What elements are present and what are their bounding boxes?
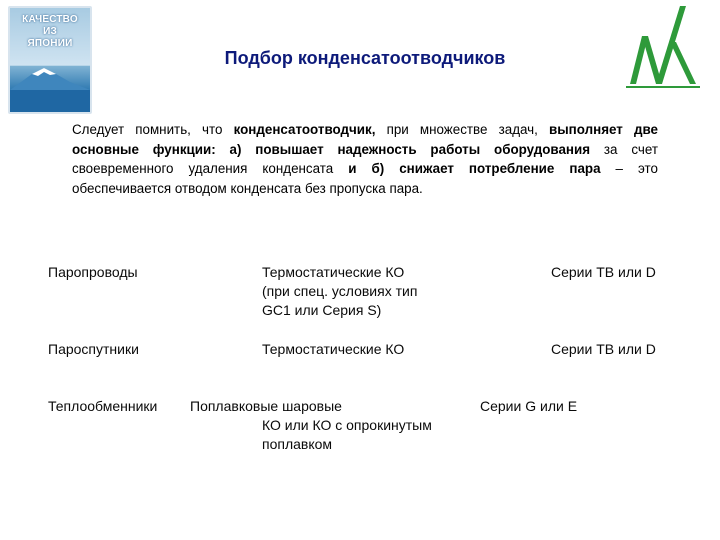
row-application: Теплообменники: [48, 398, 158, 414]
badge-line-1: КАЧЕСТВО: [22, 14, 78, 25]
row-series: Серии ТВ или D: [551, 341, 656, 357]
row-trap-type: [190, 397, 470, 454]
row-series: Серии ТВ или D: [551, 264, 656, 280]
intro-bold-1: конденсатоотводчик,: [233, 122, 376, 137]
row-application: Пароспутники: [48, 341, 139, 357]
intro-text-1: Следует помнить, что: [72, 122, 234, 137]
page-title: Подбор конденсатоотводчиков: [224, 48, 506, 68]
trap-type-line: Термостатические КО: [262, 264, 405, 280]
row-trap-type: [262, 263, 482, 320]
trap-type-line: КО или КО с опрокинутым: [262, 417, 432, 433]
trap-type-line: Поплавковые шаровые: [190, 398, 342, 414]
intro-paragraph: [72, 120, 658, 198]
intro-bold-2: выполняет две основные функции: а) повышает надежность работы оборудования: [72, 122, 658, 157]
row-series: Серии G или E: [480, 398, 578, 414]
row-application: Паропроводы: [48, 264, 138, 280]
intro-bold-3: и б) снижает потребление пара: [348, 161, 601, 176]
trap-type-line: (при спец. условиях тип: [262, 283, 418, 299]
trap-type-line: Термостатические КО: [262, 341, 405, 357]
trap-type-line: GC1 или Серия S): [262, 302, 382, 318]
row-trap-type: [262, 340, 482, 359]
intro-text-3: за счет своевременного удаления конденсата: [72, 141, 658, 176]
badge-line-3: ЯПОНИИ: [27, 38, 73, 49]
trap-type-line: поплавком: [262, 436, 333, 452]
intro-text-4: – это обеспечивается отводом конденсата без пропуска пара.: [72, 161, 658, 196]
badge-text: [10, 14, 90, 50]
company-logo-icon: [626, 4, 702, 90]
intro-text-2: при множестве задач,: [375, 122, 549, 137]
badge-line-2: ИЗ: [43, 26, 57, 37]
